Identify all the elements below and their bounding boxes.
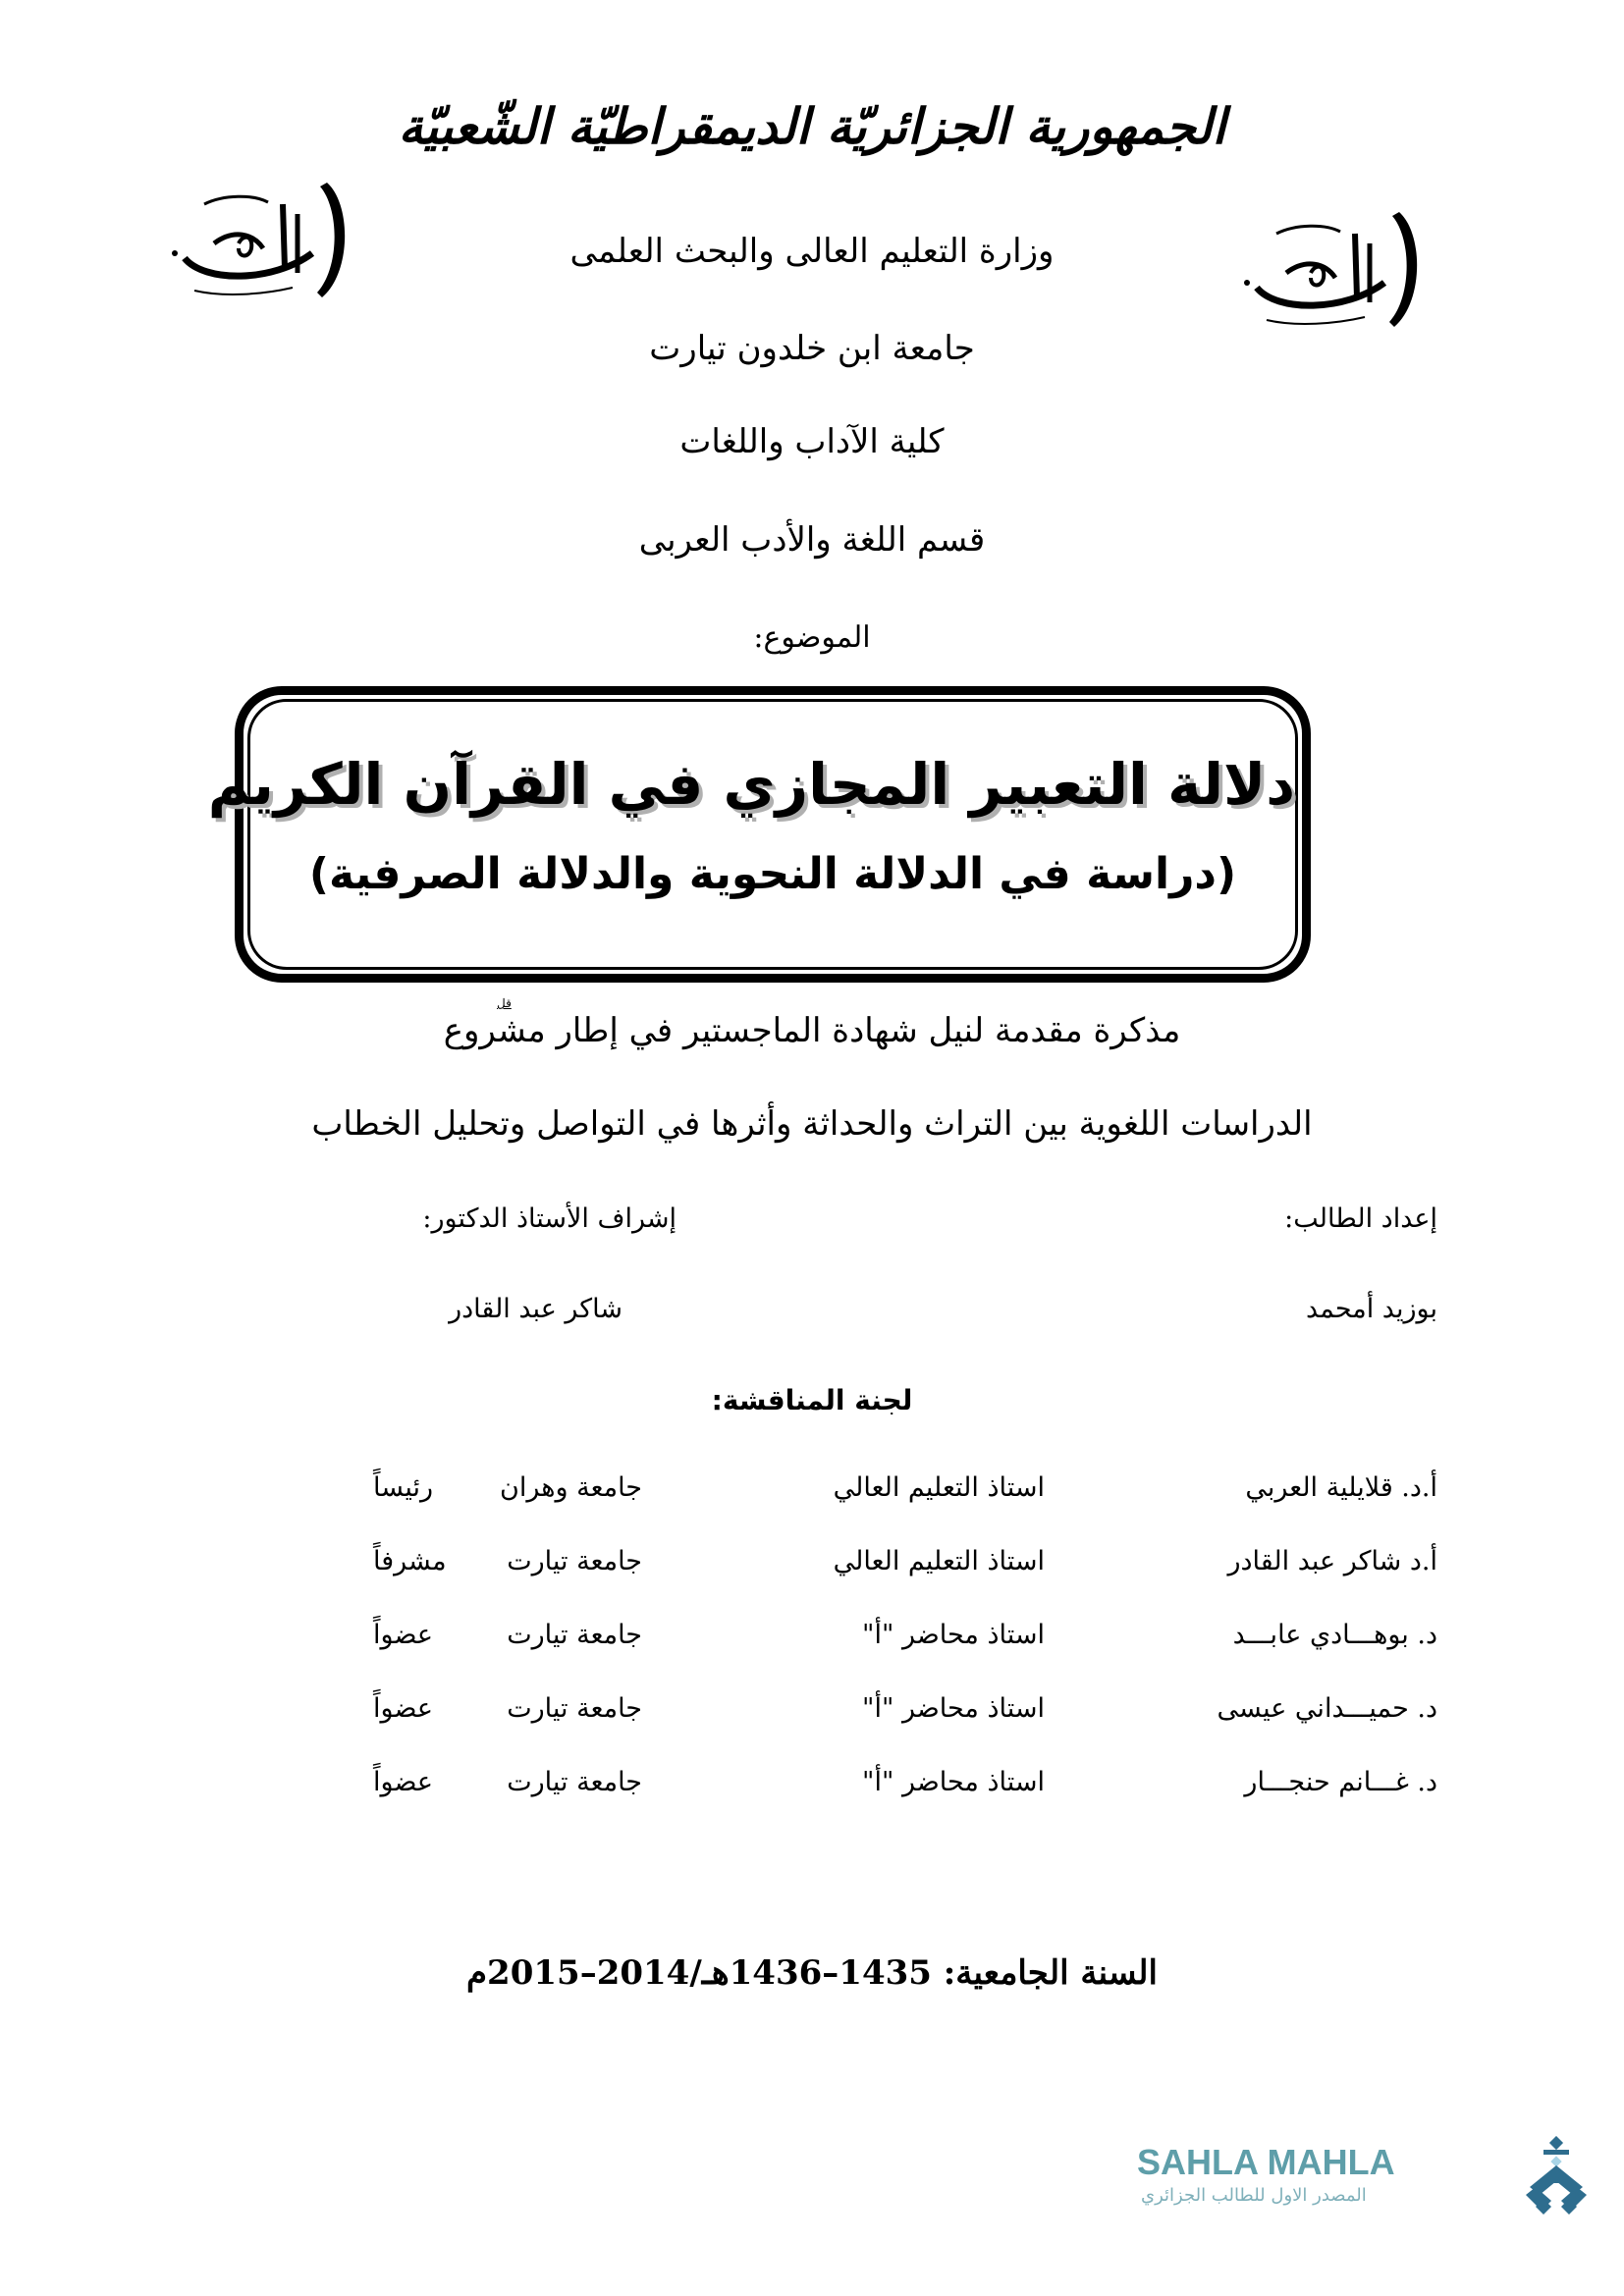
- member-role: عضواً: [373, 1693, 433, 1724]
- ministry-name: وزارة التعليم العالى والبحث العلمى: [569, 232, 1055, 271]
- member-university: جامعة تيارت: [507, 1546, 642, 1576]
- member-name: د. حميـــداني عيسى: [1217, 1693, 1437, 1724]
- title-frame-inner: [207, 699, 1298, 970]
- watermark-tagline: المصدر الاول للطالب الجزائري: [1141, 2185, 1367, 2206]
- supervisor-label: إشراف الأستاذ الدكتور:: [422, 1203, 677, 1234]
- student-name: بوزيد أمحمد: [1306, 1294, 1437, 1324]
- supervisor-name: شاكر عبد القادر: [449, 1294, 623, 1324]
- member-name: د. غـــانم حنجـــار: [1244, 1767, 1437, 1797]
- university-name: جامعة ابن خلدون تيارت: [649, 329, 975, 368]
- committee-member-row: [363, 1472, 1437, 1531]
- academic-year: السنة الجامعية: 1435–1436هـ/2014–2015م: [465, 1953, 1158, 1993]
- department-name: قسم اللغة والأدب العربى: [638, 520, 986, 560]
- committee-member-row: [363, 1620, 1437, 1679]
- title-frame: [207, 686, 1311, 983]
- faculty-name: كلية الآداب واللغات: [679, 422, 945, 461]
- committee-member-row: [363, 1693, 1437, 1752]
- member-role: عضواً: [373, 1620, 433, 1650]
- member-name: أ.د. قلايلية العربي: [1245, 1472, 1437, 1503]
- member-role: مشرفاً: [373, 1546, 447, 1576]
- thesis-title: دلالة التعبير المجازي في القرآن الكريم: [207, 751, 1295, 818]
- member-rank: استاذ التعليم العالي: [833, 1472, 1045, 1503]
- dissertation-description: مذكرة مقدمة لنيل شهادة الماجستير في إطار مشروع: [443, 1011, 1181, 1050]
- committee-member-row: [363, 1546, 1437, 1605]
- member-name: أ.د شاكر عبد القادر: [1227, 1546, 1437, 1576]
- member-rank: استاذ محاضر "أ": [862, 1693, 1045, 1724]
- committee-member-row: [363, 1767, 1437, 1826]
- member-name: د. بوهـــادي عابـــد: [1232, 1620, 1437, 1650]
- stray-mark: قل: [497, 996, 512, 1010]
- student-label: إعداد الطالب:: [1284, 1203, 1437, 1234]
- member-university: جامعة وهران: [500, 1472, 642, 1503]
- committee-title: لجنة المناقشة:: [711, 1384, 913, 1416]
- member-rank: استاذ التعليم العالي: [833, 1546, 1045, 1576]
- member-university: جامعة تيارت: [507, 1767, 642, 1797]
- member-role: عضواً: [373, 1767, 433, 1797]
- member-rank: استاذ محاضر "أ": [862, 1620, 1045, 1650]
- member-role: رئيساً: [373, 1472, 434, 1503]
- republic-header: الجمهورية الجزائريّة الديمقراطيّة الشّعبيّة: [398, 98, 1226, 155]
- research-project-name: الدراسات اللغوية بين التراث والحداثة وأثرها في التواصل وتحليل الخطاب: [311, 1104, 1313, 1144]
- sahla-mahla-kufic-icon: [1522, 2136, 1591, 2216]
- thesis-subtitle: (دراسة في الدلالة النحوية والدلالة الصرفية): [308, 849, 1237, 899]
- member-rank: استاذ محاضر "أ": [862, 1767, 1045, 1797]
- watermark-brand: SAHLA MAHLA: [1137, 2142, 1395, 2182]
- subject-label: الموضوع:: [753, 620, 871, 655]
- member-university: جامعة تيارت: [507, 1693, 642, 1724]
- sahla-mahla-watermark: [1137, 2142, 1589, 2220]
- member-university: جامعة تيارت: [507, 1620, 642, 1650]
